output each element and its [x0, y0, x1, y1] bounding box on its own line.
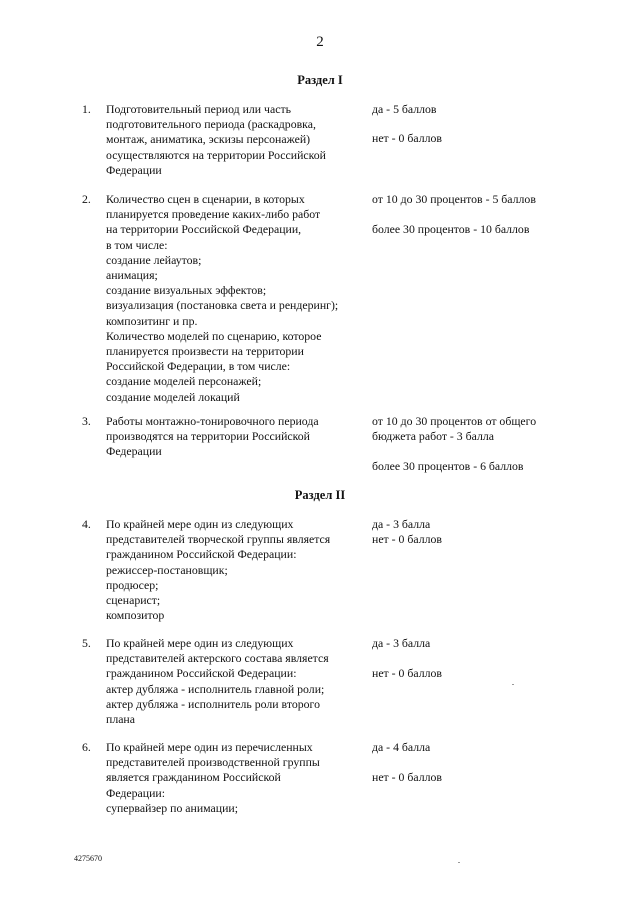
item-number: 5.	[82, 636, 91, 650]
criterion-line: представителей творческой группы является	[106, 532, 331, 547]
criterion-text-3	[106, 414, 371, 460]
score-option: от 10 до 30 процентов - 5 баллов	[372, 192, 536, 206]
criterion-line: создание моделей локаций	[106, 389, 240, 404]
criterion-line: По крайней мере один из следующих	[106, 636, 294, 650]
criterion-line: Работы монтажно-тонировочного периода	[106, 414, 319, 428]
criterion-line: композитор	[106, 608, 165, 623]
score-option: да - 5 баллов	[372, 102, 437, 116]
criterion-line: режиссер-постановщик;	[106, 562, 228, 577]
score-line: бюджета работ - 3 балла	[372, 429, 494, 444]
criterion-line: планируется проведение каких-либо работ	[106, 207, 321, 222]
criterion-line: По крайней мере один из перечисленных	[106, 740, 313, 754]
criterion-text-2	[106, 192, 371, 405]
criterion-line: Федерации	[106, 162, 162, 177]
page-number: 2	[316, 34, 324, 50]
item-number: 1.	[82, 102, 91, 116]
criterion-line: композитинг и пр.	[106, 313, 198, 328]
criterion-line: Федерации:	[106, 785, 165, 800]
criterion-line: Подготовительный период или часть	[106, 102, 291, 116]
scan-speck	[512, 684, 514, 685]
criterion-line: является гражданином Российской	[106, 770, 281, 785]
criterion-line: По крайней мере один из следующих	[106, 517, 294, 531]
criterion-line: визуализация (постановка света и рендеринг);	[106, 298, 339, 313]
criterion-line: планируется произвести на территории	[106, 344, 304, 359]
item-number: 6.	[82, 740, 91, 754]
criterion-line: продюсер;	[106, 577, 159, 592]
criterion-line: в том числе:	[106, 237, 168, 252]
score-option	[372, 517, 442, 547]
section-heading-2: Раздел II	[294, 488, 346, 502]
criterion-line: Количество сцен в сценарии, в которых	[106, 192, 305, 206]
criterion-text-1	[106, 102, 371, 178]
criterion-line: подготовительного периода (раскадровка,	[106, 117, 316, 132]
criterion-line: Федерации	[106, 444, 162, 459]
scan-speck	[458, 862, 460, 863]
criterion-line: анимация;	[106, 268, 158, 283]
score-option: более 30 процентов - 6 баллов	[372, 459, 524, 473]
criterion-line: актер дубляжа - исполнитель роли второго	[106, 696, 320, 711]
criterion-line: производятся на территории Российской	[106, 429, 310, 444]
item-number: 2.	[82, 192, 91, 206]
criterion-line: осуществляются на территории Российской	[106, 147, 326, 162]
item-number: 4.	[82, 517, 91, 531]
item-number: 3.	[82, 414, 91, 428]
score-option: нет - 0 баллов	[372, 770, 442, 784]
score-option: да - 4 балла	[372, 740, 431, 754]
criterion-line: создание визуальных эффектов;	[106, 283, 267, 298]
score-option: нет - 0 баллов	[372, 666, 442, 680]
score-line: да - 3 балла	[372, 517, 431, 531]
criterion-text-5	[106, 636, 371, 727]
criterion-line: представителей производственной группы	[106, 755, 320, 770]
score-option: нет - 0 баллов	[372, 131, 442, 145]
criterion-line: актер дубляжа - исполнитель главной роли;	[106, 681, 325, 696]
score-line: от 10 до 30 процентов от общего	[372, 414, 537, 428]
criterion-line: представителей актерского состава является	[106, 651, 329, 666]
criterion-line: на территории Российской Федерации,	[106, 222, 302, 237]
document-code: 4275670	[74, 854, 102, 863]
score-option: более 30 процентов - 10 баллов	[372, 222, 530, 236]
criterion-text-6	[106, 740, 371, 816]
criterion-line: монтаж, аниматика, эскизы персонажей)	[106, 132, 311, 147]
criterion-line: гражданином Российской Федерации:	[106, 666, 297, 681]
criterion-line: сценарист;	[106, 593, 161, 608]
criterion-line: Количество моделей по сценарию, которое	[106, 328, 322, 343]
score-option: да - 3 балла	[372, 636, 431, 650]
criterion-line: плана	[106, 712, 135, 727]
criterion-text-4	[106, 517, 371, 623]
score-option	[372, 414, 536, 444]
score-line: нет - 0 баллов	[372, 532, 442, 547]
criterion-line: гражданином Российской Федерации:	[106, 547, 297, 562]
criterion-line: Российской Федерации, в том числе:	[106, 359, 291, 374]
criterion-line: супервайзер по анимации;	[106, 800, 238, 815]
section-heading-1: Раздел I	[297, 73, 343, 87]
criterion-line: создание моделей персонажей;	[106, 374, 262, 389]
criterion-line: создание лейаутов;	[106, 252, 202, 267]
